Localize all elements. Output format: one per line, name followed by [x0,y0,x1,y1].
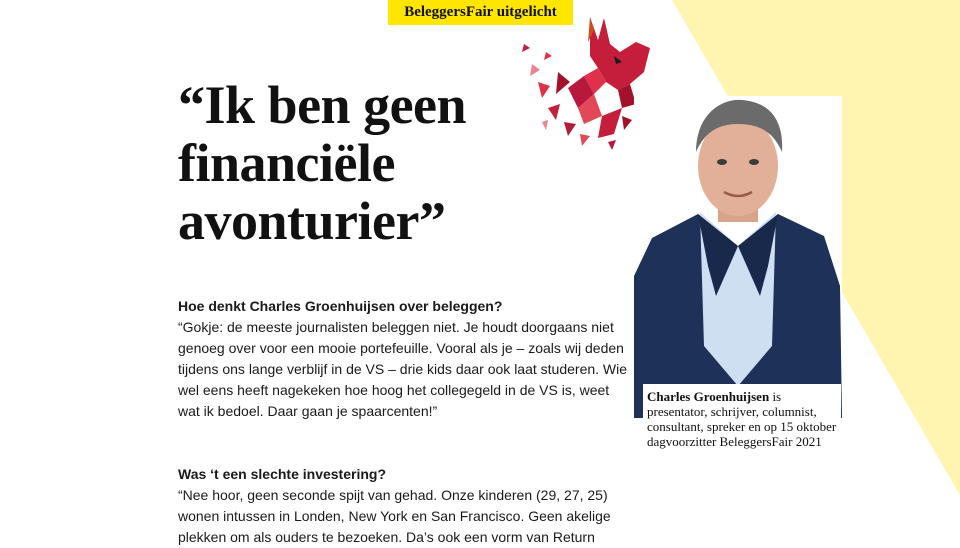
question-2: Was ‘t een slechte investering? [178,466,386,482]
caption-name: Charles Groenhuijsen [647,389,770,404]
qa-block-2 [178,464,628,548]
answer-1: “Gokje: de meeste journalisten beleggen niet. Je houdt doorgaans niet genoeg over voor een mooie portefeuille. Vooral als je – zoals wij deden tijdens ons lange verblijf in de VS – drie kids daar ook laat studeren. Wie wel eens heeft nagekeken hoe hoog het collegegeld in de VS is, weet wat ik bedoel. Daar gaan je spaarcenten!” [178,319,628,419]
photo-caption [643,384,841,453]
answer-2: “Nee hoor, geen seconde spijt van gehad. Onze kinderen (29, 27, 25) wonen intussen in Londen, New York en San Francisco. Geen akelige plekken om als ouders te bezoeken. Da’s ook een vorm van Return [178,487,611,545]
portrait-photo [634,96,842,418]
qa-block-1 [178,296,628,422]
headline-line-3: avonturier” [178,191,446,251]
headline [178,76,608,250]
headline-line-1: “Ik ben geen [178,75,467,135]
question-1: Hoe denkt Charles Groenhuijsen over beleggen? [178,298,503,314]
caption-text: is presentator, schrijver, columnist, consultant, spreker en op 15 oktober dagvoorzitter BeleggersFair 2021 [647,389,837,449]
section-badge: BeleggersFair uitgelicht [388,0,573,25]
headline-line-2: financiële [178,133,395,193]
